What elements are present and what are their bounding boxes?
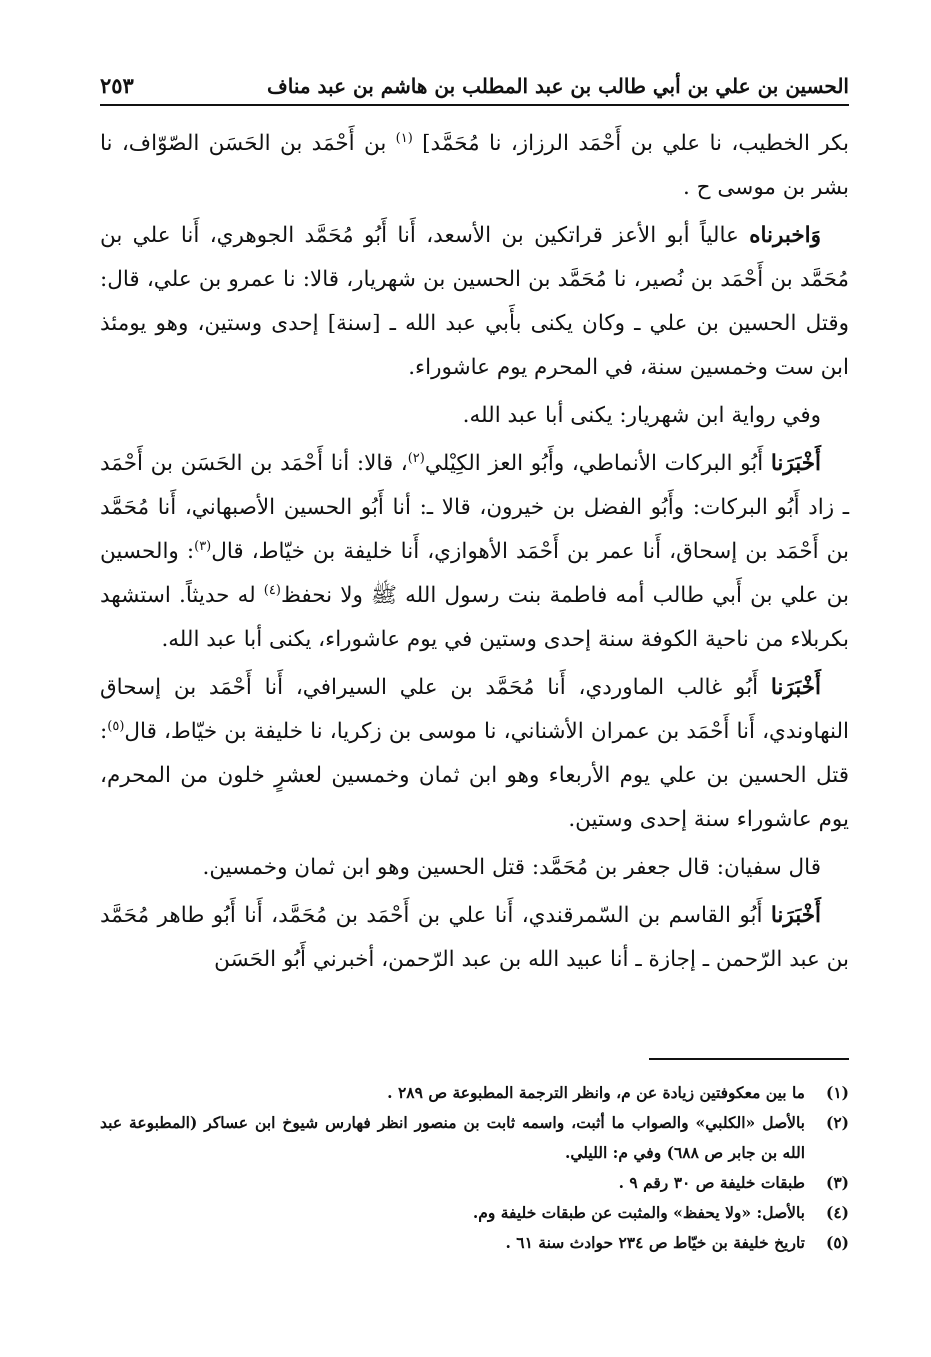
paragraph-text: قال سفيان: قال جعفر بن مُحَمَّد: قتل الحسين وهو ابن ثمان وخمسين.: [202, 855, 821, 880]
footnote-number: (١): [825, 1083, 849, 1102]
paragraph-text: أَبُو القاسم بن السّمرقندي، أَنا علي بن أَحْمَد بن مُحَمَّد، أَنا أَبُو طاهر مُحَمَّد بن عبد الرّحمن ـ إجازة ـ أنا عبيد الله بن عبد الرّحمن، أخبرني أَبُو الحَسَن: [100, 903, 849, 972]
footnote-reference: (٢): [407, 450, 425, 466]
footnote-text: بالأصل: «ولا يحفظ» والمثبت عن طبقات خليفة وم.: [472, 1203, 805, 1222]
paragraph-text: أَبُو غالب الماوردي، أَنا مُحَمَّد بن علي السيرافي، أَنا أَحْمَد بن إسحاق النهاوندي، أَنا أَحْمَد بن عمران الأشناني، نا موسى بن زكريا، نا خليفة بن خيّاط، قال: [100, 675, 849, 744]
paragraph-keyword: أَخْبَرَنا: [770, 451, 821, 476]
footnote-number: (٤): [825, 1203, 849, 1222]
footnotes: [100, 1078, 849, 1258]
paragraph-text: : قتل الحسين بن علي يوم الأربعاء وهو ابن ثمان وخمسين لعشرٍ خلون من المحرم، يوم عاشوراء سنة إحدى وستين.: [100, 719, 849, 832]
footnote-text: طبقات خليفة ص ٣٠ رقم ٩ .: [618, 1173, 805, 1192]
footnote-reference: (١): [395, 130, 413, 146]
footnote-text: ما بين معكوفتين زيادة عن م، وانظر الترجمة المطبوعة ص ٢٨٩ .: [387, 1083, 805, 1102]
paragraph-keyword: أَخْبَرَنا: [770, 903, 821, 928]
footnote-number: (٣): [825, 1173, 849, 1192]
paragraph-text: وفي رواية ابن شهريار: يكنى أبا عبد الله.: [462, 403, 821, 428]
footnote-reference: (٤): [263, 582, 281, 598]
paragraph-text: له حديثاً. استشهد بكربلاء من ناحية الكوفة سنة إحدى وستين في يوم عاشوراء، يكنى أبا عبد الله.: [100, 583, 849, 652]
paragraph: [100, 394, 849, 438]
footnote-text: بالأصل «الكلبي» والصواب ما أثبت، واسمه ثابت بن منصور انظر فهارس شيوخ ابن عساكر (المطبوعة عبد الله بن جابر ص ٦٨٨) وفي م: الليلي.: [100, 1113, 805, 1162]
paragraph-text: أَبُو البركات الأنماطي، وأَبُو العز الكِيْلي: [424, 451, 771, 476]
paragraph: [100, 894, 849, 982]
footnote-reference: (٥): [107, 718, 125, 734]
paragraph: [100, 666, 849, 842]
footnote-separator: [649, 1058, 849, 1060]
paragraph: [100, 442, 849, 662]
paragraph: [100, 122, 849, 210]
running-header: [100, 58, 849, 98]
footnote-item: [100, 1078, 849, 1108]
footnote-item: [100, 1168, 849, 1198]
page-number: ٢٥٣: [100, 73, 134, 98]
footnote-number: (٥): [825, 1233, 849, 1252]
paragraph-text: بن أَحْمَد بن الحَسَن الصّوّاف، نا بشر بن موسى ح .: [100, 131, 849, 200]
paragraph-keyword: وَاخبرناه: [749, 223, 821, 248]
header-rule: [100, 104, 849, 106]
paragraph-keyword: أَخْبَرَنا: [770, 675, 821, 700]
footnote-item: [100, 1228, 849, 1258]
footnote-item: [100, 1108, 849, 1168]
footnote-reference: (٣): [194, 538, 212, 554]
paragraph: [100, 846, 849, 890]
footnote-number: (٢): [825, 1113, 849, 1132]
paragraph-text: ، قالا: أنا أَحْمَد بن الحَسَن بن أَحْمَد ـ زاد أَبُو البركات: وأَبُو الفضل بن خيرون، قالا ـ: أنا أَبُو الحسين الأصبهاني، أَنا مُحَمَّد بن أَحْمَد بن إسحاق، أَنا عمر بن أَحْمَد الأهوازي، أَنا خليفة بن خيّاط، قال: [100, 451, 849, 564]
paragraph: [100, 214, 849, 390]
running-title: الحسين بن علي بن أبي طالب بن عبد المطلب بن هاشم بن عبد مناف: [267, 74, 849, 98]
footnote-item: [100, 1198, 849, 1228]
paragraph-text: عالياً أبو الأعز قراتكين بن الأسعد، أَنا أَبُو مُحَمَّد الجوهري، أَنا علي بن مُحَمَّد بن أَحْمَد بن نُصير، نا مُحَمَّد بن الحسين بن شهريار، قالا: نا عمرو بن علي، قال: وقتل الحسين بن علي ـ وكان يكنى بأَبي عبد الله ـ [سنة] إحدى وستين، وهو يومئذ ابن ست وخمسين سنة، في المحرم يوم عاشوراء.: [100, 223, 849, 380]
footnote-text: تاريخ خليفة بن خيّاط ص ٢٣٤ حوادث سنة ٦١ .: [505, 1233, 805, 1252]
paragraph-text: : والحسين بن علي بن أَبي طالب أمه فاطمة بنت رسول الله ﷺ ولا نحفظ: [100, 539, 849, 608]
main-text: [100, 122, 849, 986]
paragraph-text: بكر الخطيب، نا علي بن أَحْمَد الرزاز، نا مُحَمَّد]: [412, 131, 849, 156]
